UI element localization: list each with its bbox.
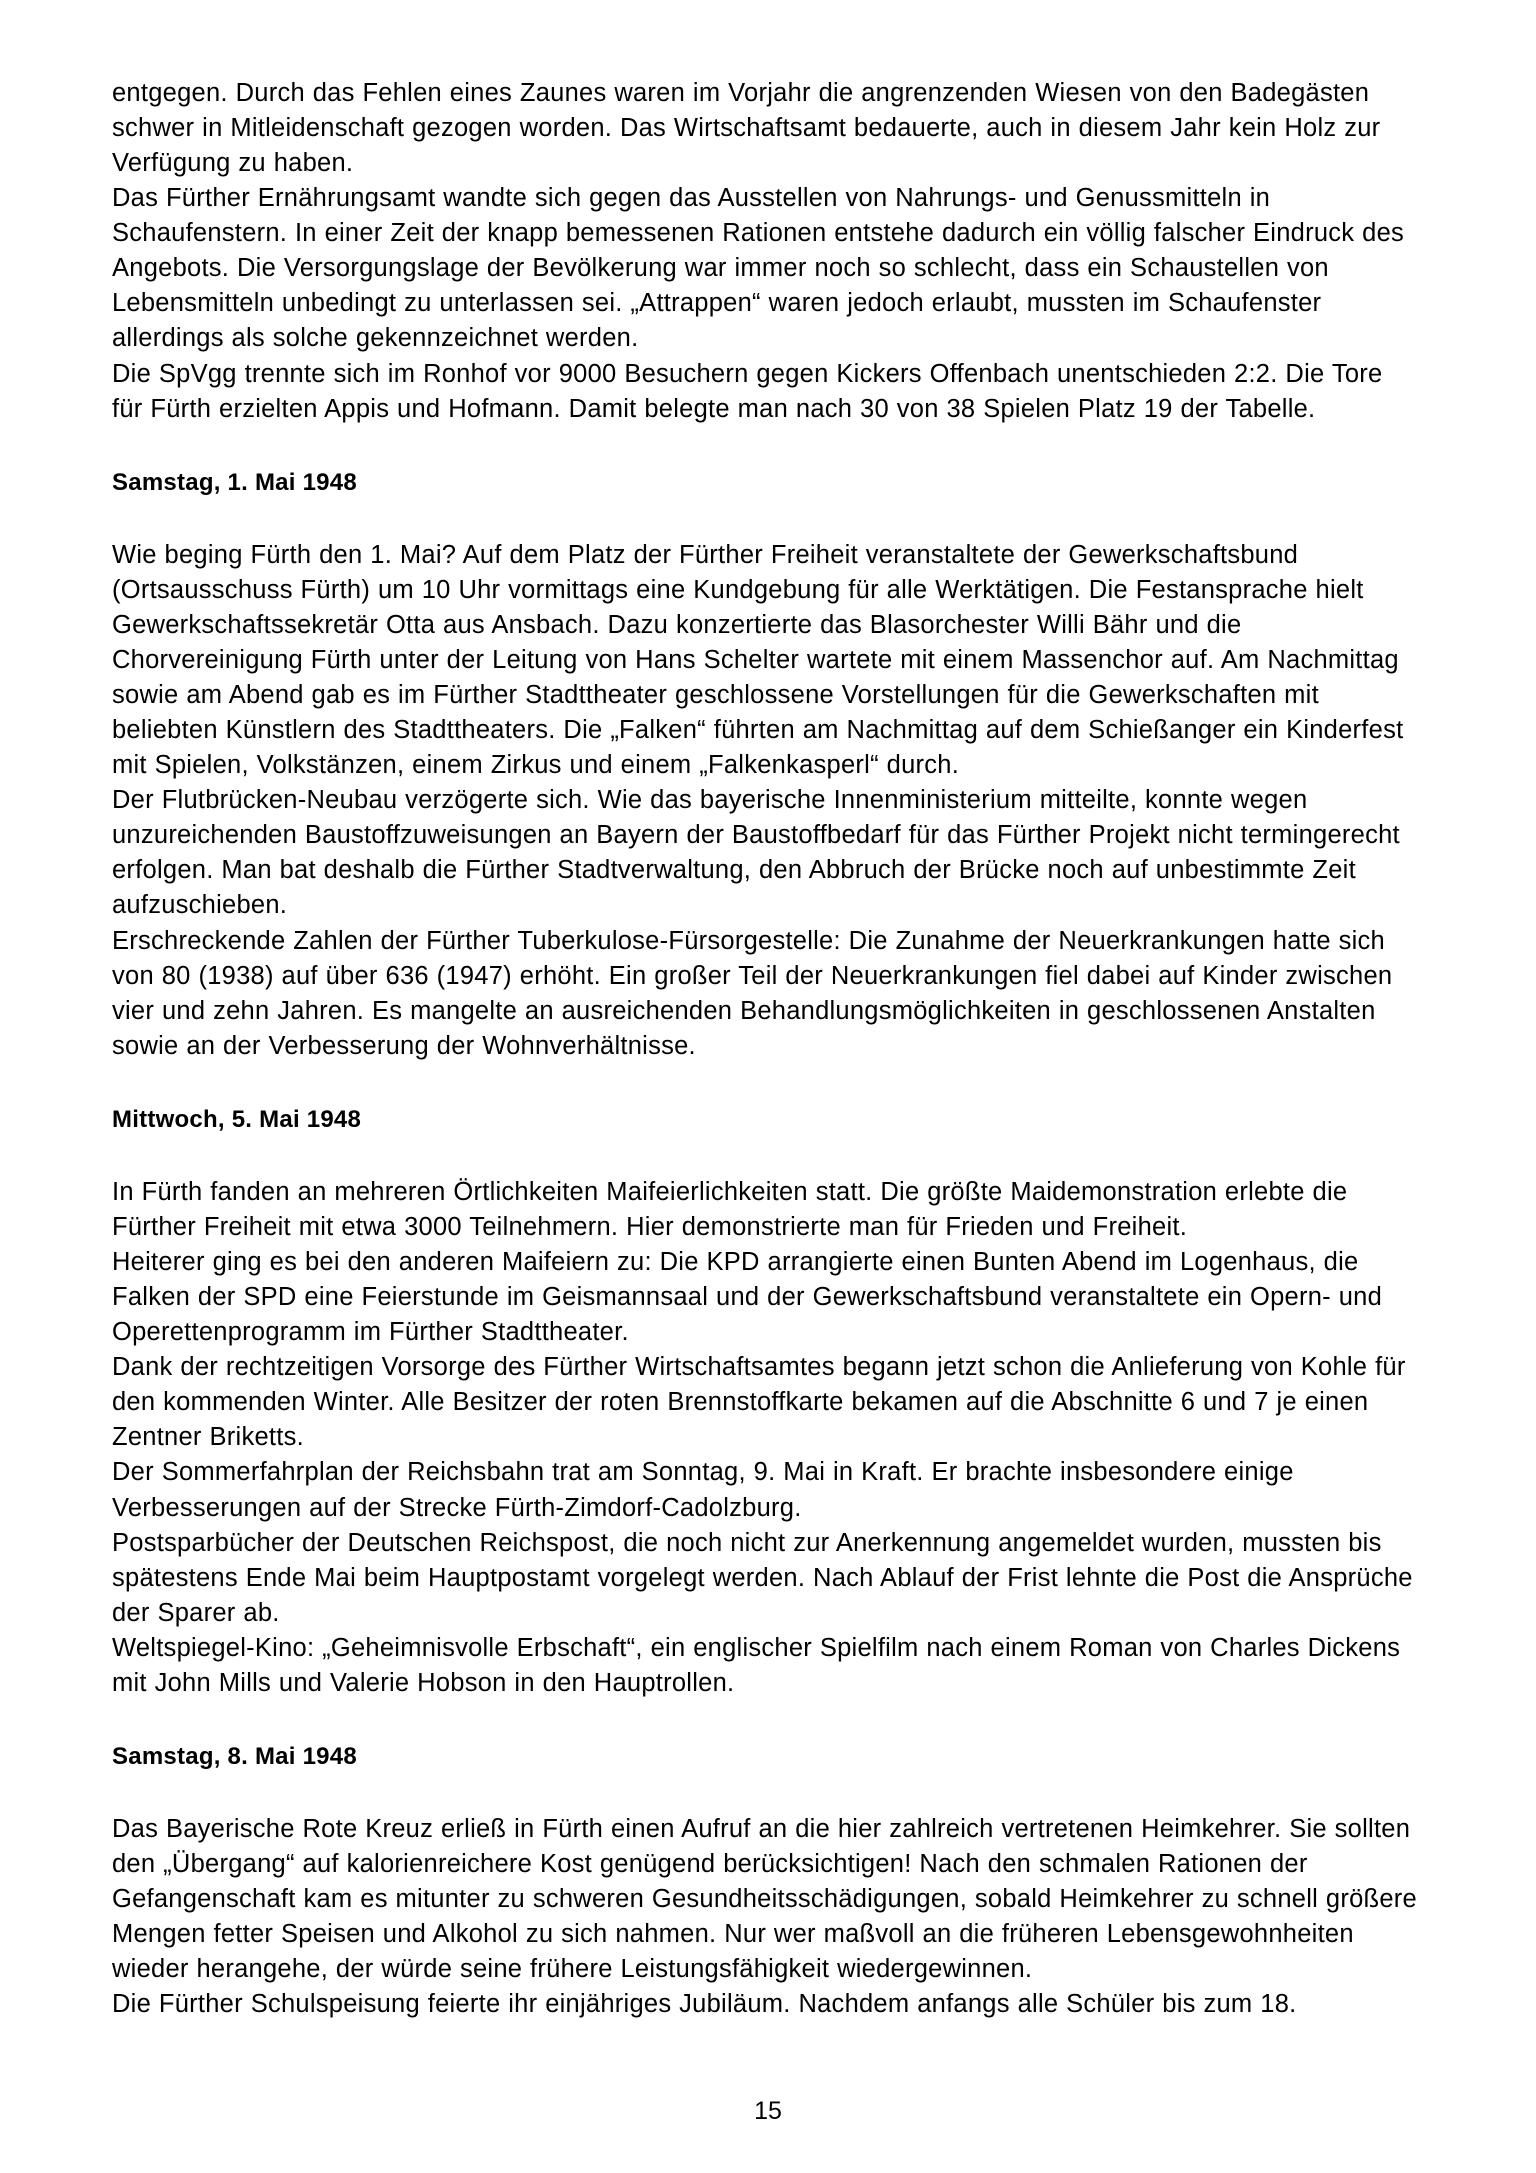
section-heading: Samstag, 8. Mai 1948 <box>112 1742 357 1770</box>
paragraph: Der Sommerfahrplan der Reichsbahn trat am Sonntag, 9. Mai in Kraft. Er brachte insbesondere einige Verbesserungen auf der Strecke Fürth-Zimdorf-Cadolzburg. <box>112 1458 1294 1522</box>
paragraph: Dank der rechtzeitigen Vorsorge des Fürther Wirtschaftsamtes begann jetzt schon die Anlieferung von Kohle für den kommenden Winter. Alle Besitzer der roten Brennstoffkarte bekamen auf die Abschnitte 6 und 7 je einen Zentner Briketts. <box>112 1353 1406 1452</box>
spacer <box>112 1701 1418 1741</box>
paragraph: Der Flutbrücken-Neubau verzögerte sich. Wie das bayerische Innenministerium mitteilte, konnte wegen unzureichenden Baustoffzuweisungen an Bayern der Baustoffbedarf für das Fürther Projekt nicht termingerecht erfolgen. Man bat deshalb die Fürther Stadtverwaltung, den Abbruch der Brücke noch auf unbestimmte Zeit aufzuschieben. <box>112 786 1400 920</box>
text-block <box>112 76 1418 427</box>
page-number: 15 <box>754 2097 782 2125</box>
paragraph: In Fürth fanden an mehreren Örtlichkeiten Maifeierlichkeiten statt. Die größte Maidemonstration erlebte die Fürther Freiheit mit etwa 3000 Teilnehmern. Hier demonstrierte man für Frieden und Freiheit. <box>112 1177 1348 1241</box>
text-block <box>112 1812 1418 2022</box>
text-block <box>112 1175 1418 1701</box>
paragraph: Das Bayerische Rote Kreuz erließ in Fürth einen Aufruf an die hier zahlreich vertretenen Heimkehrer. Sie sollten den „Übergang“ auf kalorienreichere Kost genügend berücksichtigen! Nach den schmalen Rationen der Gefangenschaft kam es mitunter zu schweren Gesundheitsschädigungen, sobald Heimkehrer zu schnell größere Mengen fetter Speisen und Alkohol zu sich nahmen. Nur wer maßvoll an die früheren Lebensgewohnheiten wieder herangehe, der würde seine frühere Leistungsfähigkeit wiedergewinnen. <box>112 1815 1417 1984</box>
paragraph: Erschreckende Zahlen der Fürther Tuberkulose-Fürsorgestelle: Die Zunahme der Neuerkrankungen hatte sich von 80 (1938) auf über 636 (1947) erhöht. Ein großer Teil der Neuerkrankungen fiel dabei auf Kinder zwischen vier und zehn Jahren. Es mangelte an ausreichenden Behandlungsmöglichkeiten in geschlossenen Anstalten sowie an der Verbesserung der Wohnverhältnisse. <box>112 926 1393 1060</box>
paragraph: Wie beging Fürth den 1. Mai? Auf dem Platz der Fürther Freiheit veranstaltete der Gewerkschaftsbund (Ortsausschuss Fürth) um 10 Uhr vormittags eine Kundgebung für alle Werktätigen. Die Festansprache hielt Gewerkschaftssekretär Otta aus Ansbach. Dazu konzertierte das Blasorchester Willi Bähr und die Chorvereinigung Fürth unter der Leitung von Hans Schelter wartete mit einem Massenchor auf. Am Nachmittag sowie am Abend gab es im Fürther Stadttheater geschlossene Vorstellungen für die Gewerkschaften mit beliebten Künstlern des Stadttheaters. Die „Falken“ führten am Nachmittag auf dem Schießanger ein Kinderfest mit Spielen, Volkstänzen, einem Zirkus und einem „Falkenkasperl“ durch. <box>112 540 1404 780</box>
spacer <box>112 1064 1418 1104</box>
paragraph: Die Fürther Schulspeisung feierte ihr einjähriges Jubiläum. Nachdem anfangs alle Schüler bis zum 18. <box>112 1990 1297 2019</box>
paragraph: Heiterer ging es bei den anderen Maifeiern zu: Die KPD arrangierte einen Bunten Abend im Logenhaus, die Falken der SPD eine Feierstunde im Geismannsaal und der Gewerkschaftsbund veranstaltete ein Opern- und Operettenprogramm im Fürther Stadttheater. <box>112 1248 1383 1347</box>
spacer <box>112 1772 1418 1812</box>
paragraph: Die SpVgg trennte sich im Ronhof vor 9000 Besuchern gegen Kickers Offenbach unentschieden 2:2. Die Tore für Fürth erzielten Appis und Hofmann. Damit belegte man nach 30 von 38 Spielen Platz 19 der Tabelle. <box>112 359 1383 423</box>
section-heading: Samstag, 1. Mai 1948 <box>112 468 357 496</box>
spacer <box>112 1135 1418 1175</box>
paragraph: Postsparbücher der Deutschen Reichspost, die noch nicht zur Anerkennung angemeldet wurden, mussten bis spätestens Ende Mai beim Hauptpostamt vorgelegt werden. Nach Ablauf der Frist lehnte die Post die Ansprüche der Sparer ab. <box>112 1528 1413 1627</box>
paragraph: entgegen. Durch das Fehlen eines Zaunes waren im Vorjahr die angrenzenden Wiesen von den Badegästen schwer in Mitleidenschaft gezogen worden. Das Wirtschaftsamt bedauerte, auch in diesem Jahr kein Holz zur Verfügung zu haben. <box>112 79 1381 178</box>
text-block <box>112 538 1418 1064</box>
page-body <box>112 76 1418 2022</box>
paragraph: Weltspiegel-Kino: „Geheimnisvolle Erbschaft“, ein englischer Spielfilm nach einem Roman von Charles Dickens mit John Mills und Valerie Hobson in den Hauptrollen. <box>112 1633 1401 1697</box>
paragraph: Das Fürther Ernährungsamt wandte sich gegen das Ausstellen von Nahrungs- und Genussmitteln in Schaufenstern. In einer Zeit der knapp bemessenen Rationen entstehe dadurch ein völlig falscher Eindruck des Angebots. Die Versorgungslage der Bevölkerung war immer noch so schlecht, dass ein Schaustellen von Lebensmitteln unbedingt zu unterlassen sei. „Attrappen“ waren jedoch erlaubt, mussten im Schaufenster allerdings als solche gekennzeichnet werden. <box>112 184 1405 353</box>
spacer <box>112 498 1418 538</box>
section-heading: Mittwoch, 5. Mai 1948 <box>112 1105 362 1133</box>
spacer <box>112 427 1418 467</box>
